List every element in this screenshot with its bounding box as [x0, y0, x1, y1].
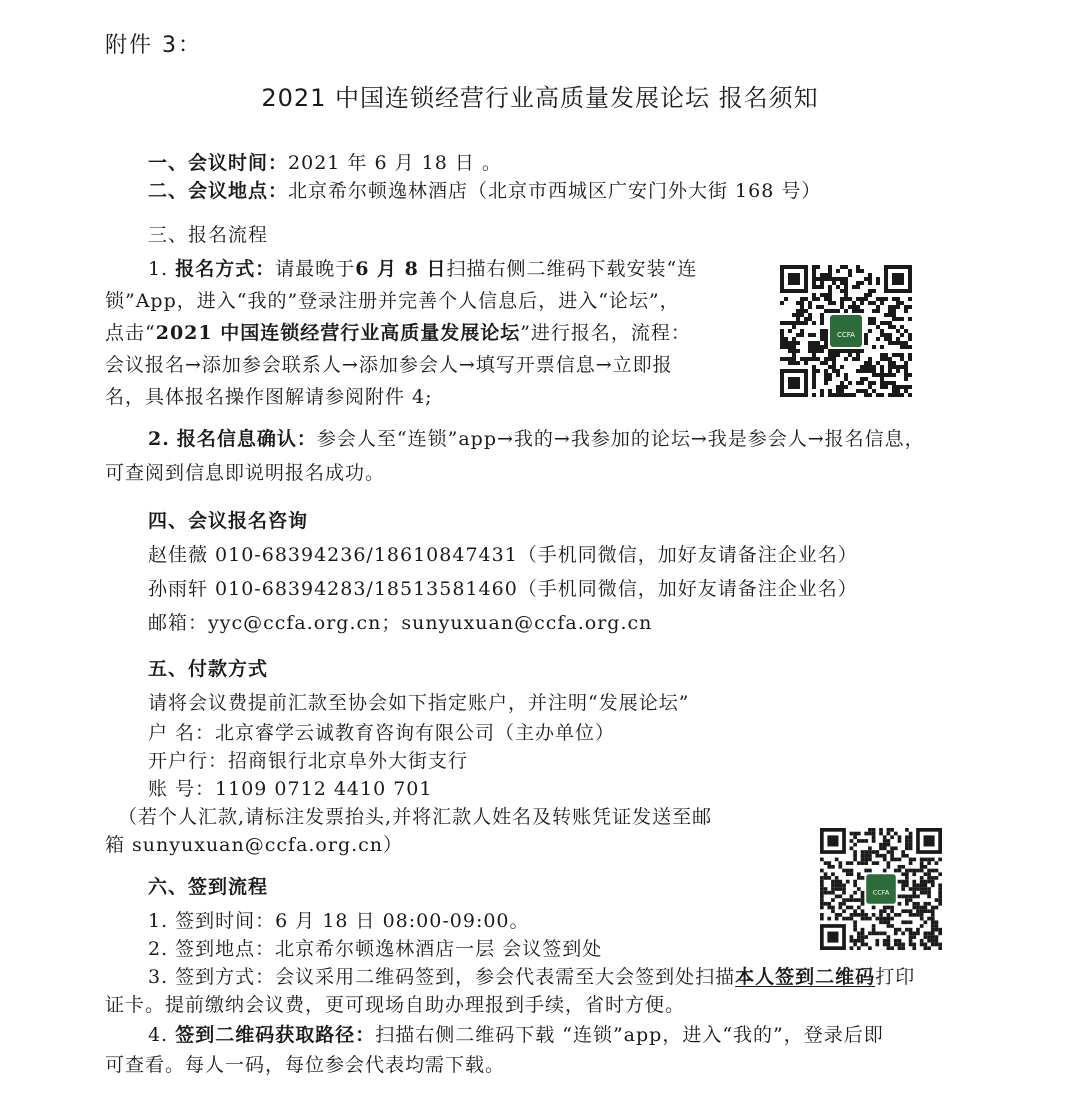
- meeting-location-label: 二、会议地点：: [148, 180, 289, 202]
- meeting-time-row: [148, 150, 502, 176]
- checkin-heading: 六、签到流程: [148, 876, 269, 898]
- meeting-location-row: [148, 178, 821, 204]
- text: 打印: [875, 966, 916, 988]
- payment-heading: 五、付款方式: [148, 658, 269, 680]
- contact-email: 邮箱：yyc@ccfa.org.cn；sunyuxuan@ccfa.org.cn: [148, 612, 653, 634]
- registration-method-label: 报名方式：: [175, 258, 276, 280]
- document-title: 2021 中国连锁经营行业高质量发展论坛 报名须知: [261, 84, 819, 112]
- registration-method-line-3: [105, 320, 691, 346]
- bank-name: 开户行：招商银行北京阜外大街支行: [148, 750, 469, 772]
- registration-method-line-4: 会议报名→添加参会联系人→添加参会人→填写开票信息→立即报: [105, 354, 673, 376]
- checkin-time: 1. 签到时间：6 月 18 日 08:00-09:00。: [148, 910, 530, 932]
- checkin-method-line-2: 证卡。提前缴纳会议费，更可现场自助办理报到手续，省时方便。: [105, 994, 686, 1016]
- checkin-qr-path-label: 签到二维码获取路径：: [175, 1024, 376, 1046]
- registration-confirm-line: [148, 426, 925, 452]
- checkin-location: 2. 签到地点：北京希尔顿逸林酒店一层 会议签到处: [148, 938, 603, 960]
- account-number: 账 号：1109 0712 4410 701: [148, 778, 433, 800]
- qr-code-bottom[interactable]: [820, 828, 942, 950]
- checkin-method: [148, 964, 915, 990]
- forum-name: 2021 中国连锁经营行业高质量发展论坛: [155, 322, 521, 344]
- checkin-qr-path-text: 扫描右侧二维码下载 “连锁”app，进入“我的”，登录后即: [375, 1024, 884, 1046]
- inquiry-heading: 四、会议报名咨询: [148, 510, 309, 532]
- registration-method-text-2: 扫描右侧二维码下载安装“连: [446, 258, 698, 280]
- payment-intro: 请将会议费提前汇款至协会如下指定账户，并注明“发展论坛”: [148, 692, 690, 714]
- text: 点击“: [105, 322, 156, 344]
- registration-heading: 三、报名流程: [148, 224, 269, 246]
- registration-confirm-line-2: 可查阅到信息即说明报名成功。: [105, 462, 386, 484]
- text: 3. 签到方式：会议采用二维码签到，参会代表需至大会签到处扫描: [148, 966, 736, 988]
- contact-zhao: 赵佳薇 010-68394236/18610847431（手机同微信，加好友请备注企业名）: [148, 544, 858, 566]
- attachment-label: 附件 3：: [105, 33, 202, 58]
- registration-confirm-text: 参会人至“连锁”app→我的→我参加的论坛→我是参会人→报名信息，: [316, 428, 925, 450]
- account-name: 户 名：北京睿学云诚教育咨询有限公司（主办单位）: [148, 722, 616, 744]
- registration-deadline: 6 月 8 日: [355, 258, 447, 280]
- payment-note-line-1: （若个人汇款,请标注发票抬头,并将汇款人姓名及转账凭证发送至邮: [118, 806, 713, 828]
- registration-method-line: [148, 256, 697, 282]
- qr-code-top[interactable]: [780, 265, 912, 397]
- payment-note-line-2: 箱 sunyuxuan@ccfa.org.cn）: [105, 834, 404, 856]
- item-number: 2.: [148, 428, 170, 450]
- text: ”进行报名，流程：: [520, 322, 691, 344]
- registration-method-line-2: 锁”App，进入“我的”登录注册并完善个人信息后，进入“论坛”，: [105, 290, 680, 312]
- item-number: 4.: [148, 1024, 169, 1046]
- checkin-qr-path: [148, 1022, 884, 1048]
- registration-confirm-label: 报名信息确认：: [176, 428, 317, 450]
- personal-checkin-qr-text: 本人签到二维码: [735, 966, 876, 988]
- meeting-time-value: 2021 年 6 月 18 日 。: [288, 152, 502, 174]
- ccfa-logo-text: CCFA: [837, 331, 855, 339]
- registration-method-text: 请最晚于: [275, 258, 356, 280]
- contact-sun: 孙雨轩 010-68394283/18513581460（手机同微信，加好友请备注企业名）: [148, 578, 858, 600]
- meeting-location-value: 北京希尔顿逸林酒店（北京市西城区广安门外大街 168 号）: [288, 180, 822, 202]
- ccfa-logo-text: CCFA: [872, 888, 890, 897]
- meeting-time-label: 一、会议时间：: [148, 152, 289, 174]
- item-number: 1.: [148, 258, 169, 280]
- checkin-qr-path-line-2: 可查看。每人一码，每位参会代表均需下载。: [105, 1054, 506, 1076]
- registration-method-line-5: 名，具体报名操作图解请参阅附件 4;: [105, 386, 433, 408]
